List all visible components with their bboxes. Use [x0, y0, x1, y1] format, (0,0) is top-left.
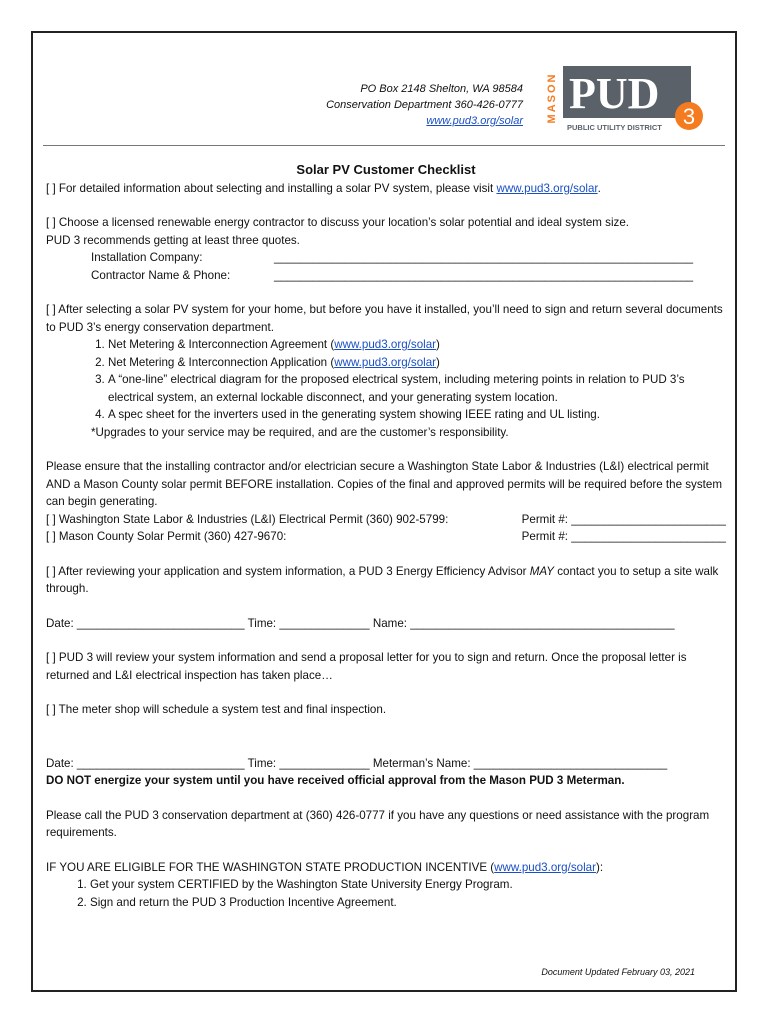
website-link[interactable]: www.pud3.org/solar	[426, 115, 523, 127]
address-line-2: Conservation Department 360-426-0777	[326, 99, 523, 111]
list-item: 4. A spec sheet for the inverters used in the generating system showing IEEE rating and UL listing.	[108, 406, 726, 424]
contractor-name-phone-field[interactable]: Contractor Name & Phone: _________________________________________________________________	[91, 268, 694, 282]
document-updated-date: Document Updated February 03, 2021	[541, 967, 695, 977]
installation-company-field[interactable]: Installation Company: _________________________________________________________________	[91, 251, 694, 264]
documents-list	[46, 336, 726, 424]
list-item: 2. Sign and return the PUD 3 Production Incentive Agreement.	[90, 894, 726, 912]
item-proposal: [ ] PUD 3 will review your system information and send a proposal letter for you to sign and return. Once the proposal letter is returned and L&I electrical inspection has taken place…	[46, 651, 687, 682]
checklist-body: Solar PV Customer Checklist [ ] For detailed information about selecting and installing a solar PV system, please visit www.pud3.org/solar. [ ] Choose a licensed renewable energy contractor to discuss your location’s solar potential and ideal system size. PUD 3 recommends getting at least three quotes. Installation Company: _________________________________________________________________ Contractor Name & Phone: _________________________________________________________________ [ ] After selecting a solar PV system for your home, but before you have it installed, you’ll need to sign and return several documents to PUD 3’s energy conservation department. 1. Net Metering & Interconnection Agreement (www.pud3.org/solar) 2. Net Metering & Interconnection Application (www.pud3.org/solar) 3. A “one-line” electrical diagram for the proposed electrical system, including metering points in relation to PUD 3’s electrical system, an external lockable disconnect, and your generating system location. 4. A spec sheet for the inverters used in the generating system showing IEEE rating and UL listing. *Upgrades to your service may be required, and are the customer’s responsibility. Please ensure that the installing contractor and/or electrician secure a Washington State Labor & Industries (L&I) electrical permit AND a Mason County solar permit BEFORE installation. Copies of the final and approved permits will be required before the system can begin generating. [ ] Washington State Labor & Industries (L&I) Electrical Permit (360) 902-5799: Permit #: ________________________ [ ] Mason County Solar Permit (360) 427-9670: Permit #: ________________________ [ ] After reviewing your application and system information, a PUD 3 Energy Efficiency Advisor MAY contact you to setup a site walk through. Date: __________________________ Time: ______________ Name: _________________________________________ [ ] PUD 3 will review your system information and send a proposal letter for you to sign and return. Once the proposal letter is returned and L&I electrical inspection has taken place… [ ] The meter shop will schedule a system test and final inspection. Date: __________________________ Time: ______________ Meterman’s Name: ______________________________ DO NOT energize your system until you have received official approval from the Mason PUD 3 Meterman. Please call the PUD 3 conservation department at (360) 426-0777 if you have any questions or need assistance with the program requirements. IF YOU ARE ELIGIBLE FOR THE WASHINGTON STATE PRODUCTION INCENTIVE (www.pud3.org/solar): 1. Get your system CERTIFIED by the Washington State University Energy Program. 2. Sign and return the PUD 3 Production Incentive Agreement.	[46, 161, 726, 911]
incentive-steps	[46, 876, 726, 911]
logo-mason-text: MASON	[546, 72, 558, 124]
header-divider	[43, 145, 725, 146]
upgrades-note: *Upgrades to your service may be required, and are the customer’s responsibility.	[91, 425, 509, 439]
permits-intro: Please ensure that the installing contractor and/or electrician secure a Washington State Labor & Industries (L&I) electrical permit AND a Mason County solar permit BEFORE installation. Copies of the final and approved permits will be required before the system can begin generating.	[46, 460, 722, 508]
pud3-logo	[545, 62, 705, 134]
info-link[interactable]: www.pud3.org/solar	[496, 181, 598, 195]
item-site-walk: [ ] After reviewing your application and system information, a PUD 3 Energy Efficiency Advisor MAY contact you to setup a site walk through.	[46, 564, 719, 595]
site-walk-date-fields[interactable]: Date: __________________________ Time: ______________ Name: _________________________________________	[46, 616, 675, 630]
item-info: [ ] For detailed information about selecting and installing a solar PV system, please visit www.pud3.org/solar.	[46, 181, 601, 195]
header-address	[326, 81, 523, 129]
page-title: Solar PV Customer Checklist	[296, 162, 476, 177]
item-documents: [ ] After selecting a solar PV system for your home, but before you have it installed, you’ll need to sign and return several documents to PUD 3’s energy conservation department.	[46, 303, 723, 334]
item-meter-test: [ ] The meter shop will schedule a system test and final inspection.	[46, 703, 387, 716]
logo-pud-text: PUD	[569, 69, 660, 118]
document-page	[31, 31, 737, 992]
incentive-link[interactable]: www.pud3.org/solar	[494, 860, 596, 874]
list-item: 1. Net Metering & Interconnection Agreement (www.pud3.org/solar)	[108, 336, 726, 354]
address-line-1: PO Box 2148 Shelton, WA 98584	[360, 83, 523, 95]
logo-subtitle: PUBLIC UTILITY DISTRICT	[567, 123, 662, 132]
list-item: 3. A “one-line” electrical diagram for the proposed electrical system, including metering points in relation to PUD 3’s electrical system, an external lockable disconnect, and your generating system location.	[108, 371, 726, 406]
doc1-link[interactable]: www.pud3.org/solar	[334, 338, 437, 351]
logo-number: 3	[682, 104, 696, 129]
meterman-date-fields[interactable]: Date: __________________________ Time: ______________ Meterman’s Name: ______________________________	[46, 756, 668, 770]
county-permit-field[interactable]: [ ] Mason County Solar Permit (360) 427-9670: Permit #: ________________________	[46, 530, 726, 543]
doc2-link[interactable]: www.pud3.org/solar	[334, 355, 437, 369]
contact-text: Please call the PUD 3 conservation department at (360) 426-0777 if you have any questions or need assistance with the program requirements.	[46, 808, 710, 839]
lni-permit-field[interactable]: [ ] Washington State Labor & Industries (L&I) Electrical Permit (360) 902-5799: Permit #: ________________________	[46, 512, 726, 526]
item-contractor: [ ] Choose a licensed renewable energy contractor to discuss your location’s solar potential and ideal system size.	[46, 216, 630, 229]
list-item: 2. Net Metering & Interconnection Application (www.pud3.org/solar)	[108, 354, 726, 372]
incentive-heading: IF YOU ARE ELIGIBLE FOR THE WASHINGTON STATE PRODUCTION INCENTIVE (www.pud3.org/solar):	[46, 860, 604, 874]
energize-warning: DO NOT energize your system until you have received official approval from the Mason PUD 3 Meterman.	[46, 774, 625, 787]
list-item: 1. Get your system CERTIFIED by the Washington State University Energy Program.	[90, 876, 726, 894]
